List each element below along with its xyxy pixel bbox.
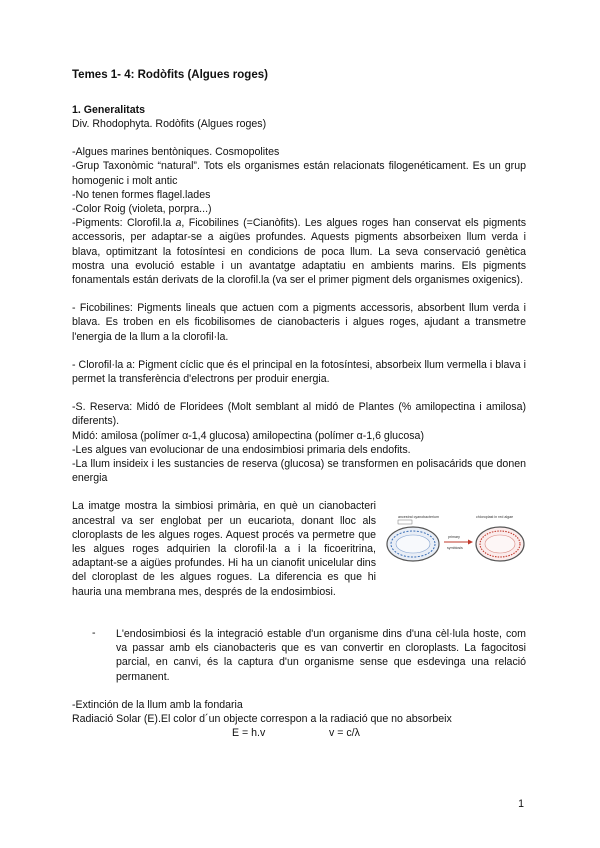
reserva-line: Midó: amilosa (polímer α-1,4 glucosa) amilopectina (polímer α-1,6 glucosa)	[72, 429, 424, 442]
feature-line: -Grup Taxonòmic “natural”. Tots els organismes están relacionats filogenéticament. Es un grup homogenic i molt antic	[72, 160, 526, 187]
formula-row	[232, 726, 526, 740]
section-subtitle: Div. Rhodophyta. Rodòfits (Algues roges)	[72, 118, 267, 130]
reserva-line: -Les algues van evolucionar de una endosimbiosi primaria dels endofits.	[72, 443, 411, 456]
extinction-heading: -Extinción de la llum amb la fondaria	[72, 698, 243, 711]
ficobilines-paragraph: - Ficobilines: Pigments lineals que actuen com a pigments accessoris, absorbent llum verda i blava. Es troben en els ficobilisomes de cianobacteris i algues roges, ajudant a transmetre l'energia de la llum a la clorofil·la.	[72, 302, 526, 343]
arrow-head	[468, 540, 473, 545]
reserva-line: -La llum insideix i les sustancies de reserva (glucosa) se transformen en polisacárids que donen energia	[72, 458, 526, 485]
feature-line: -Color Roig (violeta, porpra...)	[72, 203, 212, 216]
figure-description: La imatge mostra la simbiosi primària, en què un cianobacteri ancestral va ser englobat per un eucariota, donant lloc als cloroplasts de les algues roges. Aquest procés va permetre que les algues roges adquirien la clorofil·la a i la ficoeritrina, adaptant-se a aigües profundes. Hi ha un cianofit unicelular dins del cloroplast de les algues rogues. La diferencia es que hi hauria una membrana mes, després de la endosimbiosi.	[72, 500, 376, 598]
endosymbiosis-diagram-svg	[384, 509, 526, 573]
formula-frequency: v = c/λ	[329, 727, 360, 740]
bullet-list	[92, 627, 526, 684]
left-cell-label: ancestral cyanobacterium	[398, 515, 439, 520]
arrow-label-top: primary	[448, 535, 460, 540]
radiation-line: Radiació Solar (E).El color d´un objecte correspon a la radiació que no absorbeix	[72, 712, 452, 725]
page-title: Temes 1- 4: Rodòfits (Algues roges)	[72, 69, 268, 81]
feature-line: -Algues marines bentòniques. Cosmopolites	[72, 146, 280, 159]
feature-line: -Pigments: Clorofil.la a, Ficobilines (=Cianòfits). Les algues roges han conservat els pigments accessoris, per adaptar-se a aigües profundes. Aquests pigments absorbeixen llum verda i blava, optimitzant la fotosíntesi en condicions de poca llum. La seva conservació genètica mostra una evolució estable i un avantatge adaptatiu en ambients marins. Els pigments fonamentals están derivats de la clorofil.la (va ser el primer pigment dels organismes oxigenics).	[72, 217, 527, 287]
list-item: - L'endosimbiosi és la integració estable d'un organisme dins d'una cèl·lula hoste, com va passar amb els cianobacteris que es van convertir en cloroplasts. La fagocitosi parcial, en canvi, és la captura d'un organisme sense que esdevinga una relació permanent.	[92, 626, 526, 683]
reserva-line: -S. Reserva: Midó de Floridees (Molt semblant al midó de Plantes (% amilopectina i amilosa) diferents).	[72, 401, 526, 428]
formula-energy: E = h.v	[232, 727, 266, 740]
endosymbiosis-paragraph: L'endosimbiosi és la integració estable d'un organisme dins d'una cèl·lula hoste, com va passar amb els cianobacteris que es van convertir en cloroplasts. La fagocitosi parcial, en canvi, és la captura d'un organisme sense que esdevinga una relació permanent.	[116, 627, 526, 683]
clorofila-paragraph: - Clorofil·la a: Pigment cíclic que és el principal en la fotosíntesi, absorbeix llum vermella i blava i permet la transferència d'electrons per produir energia.	[72, 358, 526, 386]
feature-line: -No tenen formes flagel.lades	[72, 188, 211, 201]
document-page	[72, 68, 526, 740]
figure-block	[72, 499, 526, 598]
endosymbiosis-diagram	[384, 509, 526, 573]
page-number: 1	[518, 798, 524, 810]
arrow-label-bottom: symbiosis	[447, 546, 463, 551]
right-cell-label: chloroplast in red algae	[476, 515, 514, 520]
section-heading: 1. Generalitats	[72, 104, 146, 116]
